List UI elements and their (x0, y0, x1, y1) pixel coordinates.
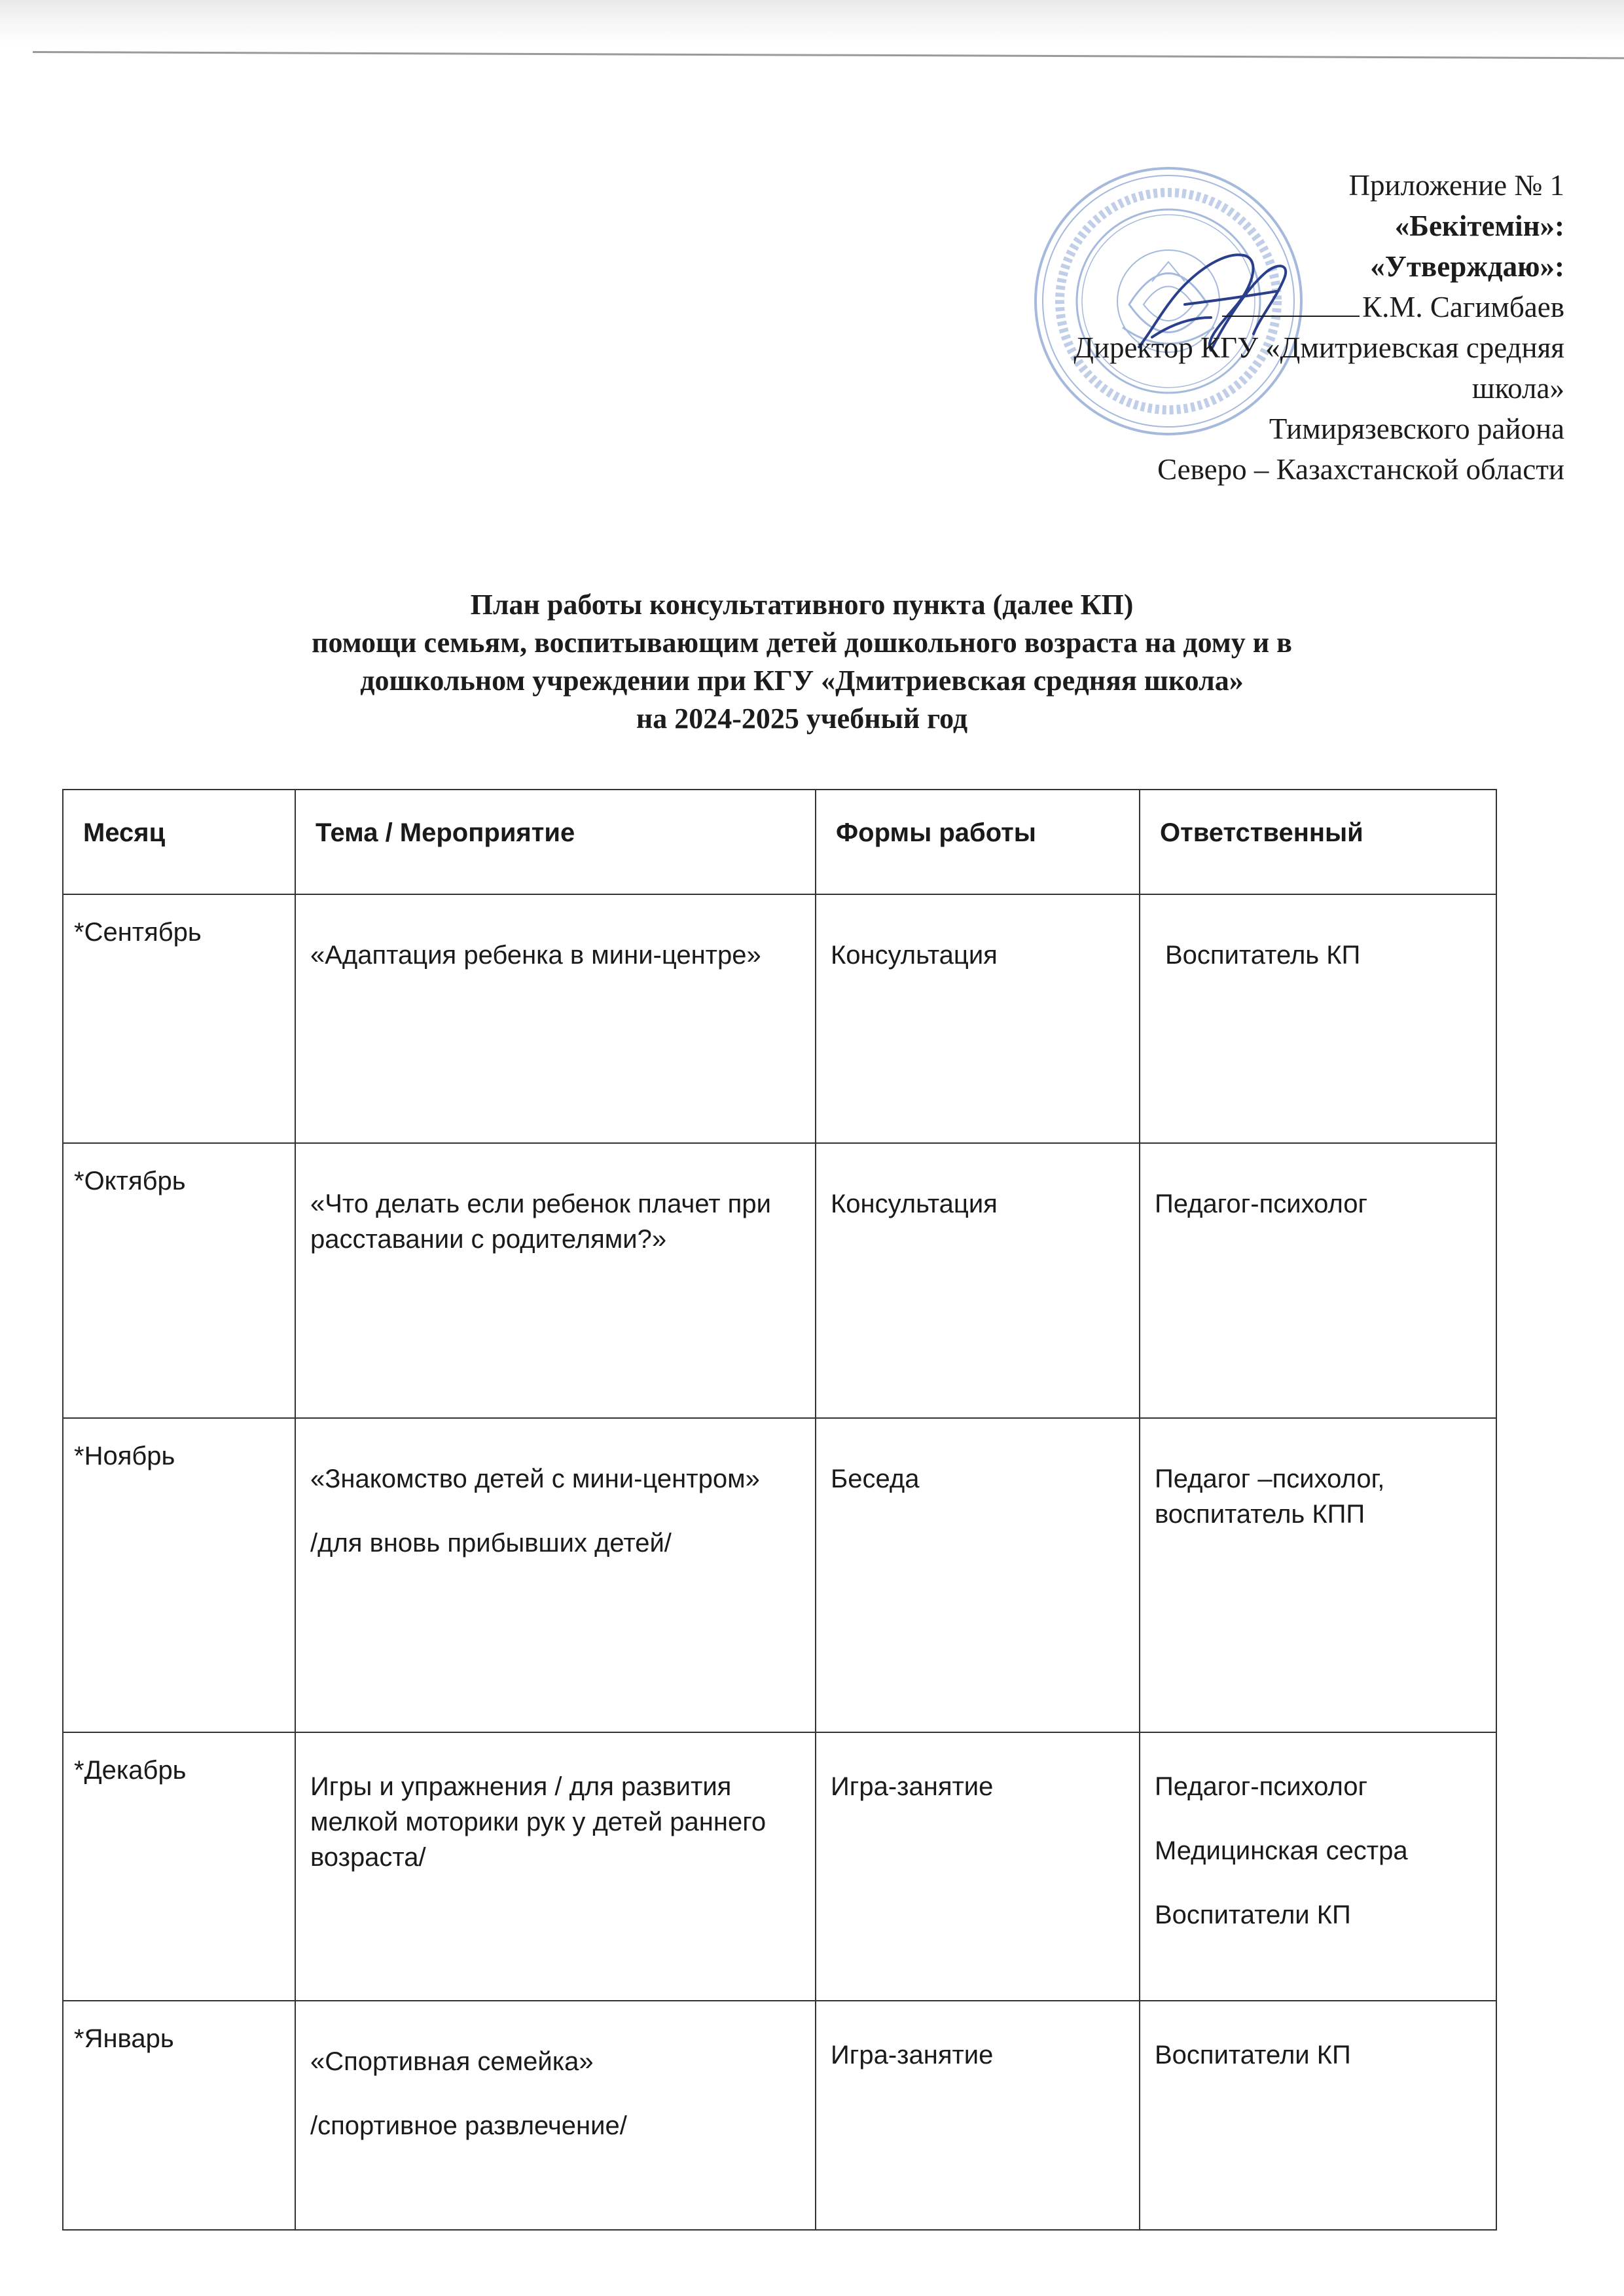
cell-topic (295, 1732, 816, 2001)
table-row (63, 894, 1496, 1143)
topic-text: «Адаптация ребенка в мини-центре» (310, 941, 761, 970)
position-line-1: Директор КГУ «Дмитриевская средняя (1074, 331, 1564, 364)
form-text: Беседа (831, 1465, 920, 1493)
header-responsible: Ответственный (1140, 790, 1496, 894)
approval-block (851, 165, 1564, 490)
title-line-1: План работы консультативного пункта (далее КП) (470, 589, 1134, 621)
cell-responsible (1140, 1143, 1496, 1418)
responsible-text: Педагог-психолог (1155, 1772, 1368, 1801)
responsible-text: Воспитатели КП (1155, 1901, 1351, 1929)
signatory-name: К.М. Сагимбаев (1362, 291, 1564, 323)
district-line: Тимирязевского района (1269, 412, 1564, 445)
form-text: Консультация (831, 1190, 998, 1218)
cell-month (63, 1418, 295, 1732)
cell-responsible (1140, 1732, 1496, 2001)
cell-month (63, 1732, 295, 2001)
header-topic: Тема / Мероприятие (295, 790, 816, 894)
cell-form (816, 894, 1140, 1143)
month-label: *Декабрь (74, 1756, 187, 1785)
topic-note: /для вновь прибывших детей/ (310, 1529, 672, 1558)
appendix-label: Приложение № 1 (1348, 169, 1564, 202)
topic-text: «Спортивная семейка» (310, 2047, 594, 2076)
cell-topic (295, 1418, 816, 1732)
position-line-2: школа» (1471, 372, 1564, 405)
responsible-text: Воспитатель КП (1165, 941, 1361, 970)
scan-top-rule (33, 51, 1624, 59)
cell-form (816, 1143, 1140, 1418)
responsible-text: Медицинская сестра (1155, 1836, 1408, 1865)
responsible-text: Воспитатели КП (1155, 2041, 1351, 2069)
cell-month (63, 2001, 295, 2230)
form-text: Консультация (831, 941, 998, 970)
month-label: *Январь (74, 2024, 174, 2053)
month-label: *Ноябрь (74, 1442, 175, 1470)
topic-text: «Что делать если ребенок плачет при расставании с родителями?» (310, 1190, 771, 1254)
month-label: *Октябрь (74, 1167, 186, 1195)
cell-form (816, 1418, 1140, 1732)
table-row (63, 2001, 1496, 2230)
signature-underline (1222, 315, 1360, 317)
topic-text: «Знакомство детей с мини-центром» (310, 1465, 760, 1493)
table-row (63, 1418, 1496, 1732)
cell-responsible (1140, 894, 1496, 1143)
topic-note: /спортивное развлечение/ (310, 2111, 627, 2140)
cell-form (816, 1732, 1140, 2001)
cell-topic (295, 1143, 816, 1418)
topic-text: Игры и упражнения / для развития мелкой моторики рук у детей раннего возраста/ (310, 1772, 767, 1872)
table-row (63, 1143, 1496, 1418)
header-month: Месяц (63, 790, 295, 894)
region-line: Северо – Казахстанской области (1157, 453, 1564, 486)
approve-ru: «Утверждаю»: (1370, 250, 1564, 283)
form-text: Игра-занятие (831, 2041, 994, 2069)
table-row (63, 1732, 1496, 2001)
form-text: Игра-занятие (831, 1772, 994, 1801)
cell-topic (295, 2001, 816, 2230)
cell-month (63, 894, 295, 1143)
cell-form (816, 2001, 1140, 2230)
title-line-2: помощи семьям, воспитывающим детей дошкольного возраста на дому и в (312, 627, 1292, 659)
month-label: *Сентябрь (74, 918, 202, 947)
cell-month (63, 1143, 295, 1418)
work-plan-table (62, 789, 1497, 2231)
header-form: Формы работы (816, 790, 1140, 894)
signature-line (851, 287, 1564, 327)
table-header-row (63, 790, 1496, 894)
cell-topic (295, 894, 816, 1143)
scan-top-edge (0, 0, 1624, 46)
title-line-4: на 2024-2025 учебный год (636, 702, 968, 735)
cell-responsible (1140, 2001, 1496, 2230)
responsible-text: Педагог-психолог (1155, 1190, 1368, 1218)
title-line-3: дошкольном учреждении при КГУ «Дмитриевская средняя школа» (360, 665, 1244, 697)
cell-responsible (1140, 1418, 1496, 1732)
responsible-text: Педагог –психолог, воспитатель КПП (1155, 1465, 1385, 1529)
approve-kz: «Бекітемін»: (1394, 210, 1564, 242)
document-title (98, 586, 1506, 738)
